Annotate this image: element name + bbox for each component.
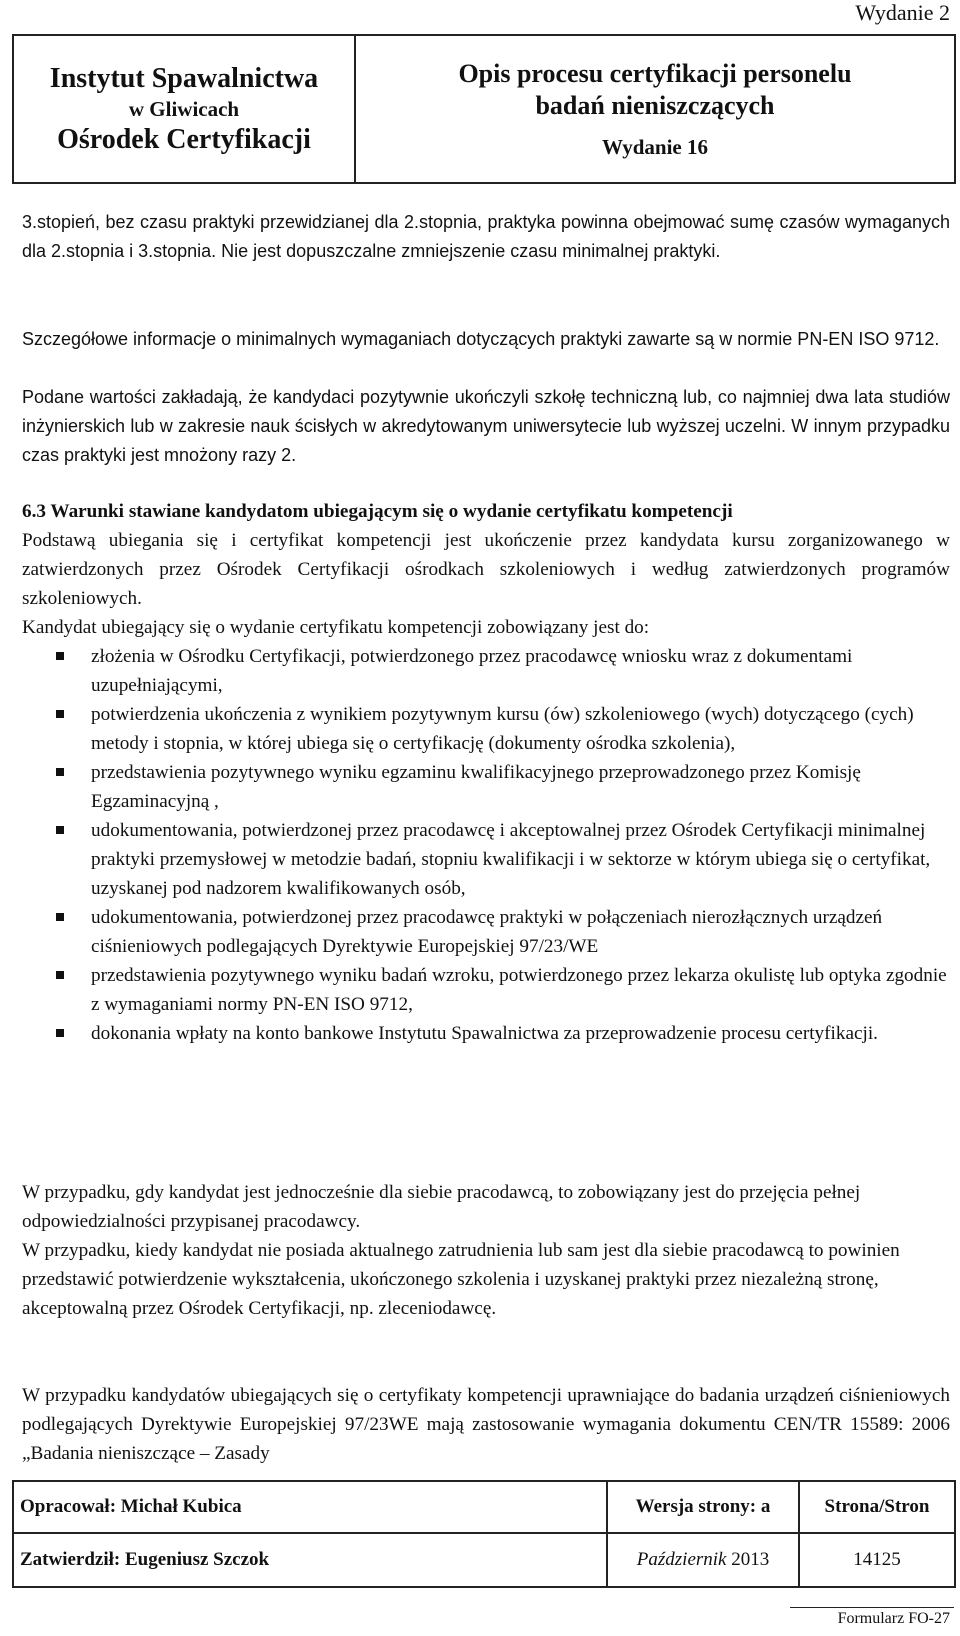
list-item: przedstawienia pozytywnego wyniku egzaminu kwalifikacyjnego przeprowadzonego przez Komisję Egzaminacyjną , [22, 758, 950, 816]
document-title-line1: Opis procesu certyfikacji personelu [458, 58, 852, 88]
list-item: złożenia w Ośrodku Certyfikacji, potwierdzonego przez pracodawcę wniosku wraz z dokumentami uzupełniającymi, [22, 642, 950, 700]
bullet-square-icon [56, 1029, 64, 1037]
org-city: w Gliwicach [128, 96, 240, 121]
document-header [12, 34, 956, 184]
paragraph-details: Szczegółowe informacje o minimalnych wymaganiach dotyczących praktyki zawarte są w normie PN-EN ISO 9712. [22, 329, 940, 349]
title-block [356, 36, 954, 182]
document-edition: Wydanie 16 [602, 134, 708, 159]
bullet-square-icon [56, 971, 64, 979]
document-footer [12, 1480, 956, 1588]
page-label: Strona/Stron [800, 1482, 954, 1534]
page-value: 14125 [853, 1549, 901, 1570]
paragraph-pressure-devices: W przypadku kandydatów ubiegających się o certyfikaty kompetencji uprawniające do badania urządzeń ciśnieniowych podlegających Dyrektywie Europejskiej 97/23WE mają zastosowanie wymagania dokumentu CEN/TR 15589: 2006 „Badania nieniszczące – Zasady [22, 1385, 950, 1464]
list-item: potwierdzenia ukończenia z wynikiem pozytywnym kursu (ów) szkoleniowego (wych) dotyczącego (cych) metody i stopnia, w której ubiega się o certyfikację (dokumenty ośrodka szkolenia), [22, 700, 950, 758]
version-label: Wersja strony: a [608, 1482, 800, 1534]
bullet-square-icon [56, 710, 64, 718]
bullet-square-icon [56, 652, 64, 660]
list-item: udokumentowania, potwierdzonej przez pracodawcę praktyki w połączeniach nierozłącznych urządzeń ciśnieniowych podlegających Dyrektywie Europejskiej 97/23/WE [22, 903, 950, 961]
bullet-square-icon [56, 768, 64, 776]
date-year: 2013 [731, 1549, 770, 1570]
organization-block [14, 36, 356, 182]
obligations-list [22, 642, 950, 1048]
list-item: przedstawienia pozytywnego wyniku badań wzroku, potwierdzonego przez lekarza okulistę lub optyka zgodnie z wymaganiami normy PN-EN ISO 9712, [22, 961, 950, 1019]
edition-top: Wydanie 2 [855, 0, 950, 25]
paragraph-self-employer: W przypadku, gdy kandydat jest jednocześnie dla siebie pracodawcą, to zobowiązany jest do przejęcia pełnej odpowiedzialności przypisanej pracodawcy. [22, 1182, 861, 1232]
form-divider [790, 1607, 954, 1608]
version-date [608, 1534, 800, 1586]
date-month: Październik [636, 1549, 727, 1570]
paragraph-basis: Podstawą ubiegania się i certyfikat kompetencji jest ukończenie przez kandydata kursu zorganizowanego w zatwierdzonych przez Ośrodek Certyfikacji ośrodkach szkoleniowych i według zatwierdzonych programów szkoleniowych. [22, 530, 950, 609]
org-unit: Ośrodek Certyfikacji [57, 123, 311, 155]
prepared-by: Opracował: Michał Kubica [14, 1482, 608, 1534]
bullet-square-icon [56, 913, 64, 921]
paragraph-assumptions: Podane wartości zakładają, że kandydaci pozytywnie ukończyli szkołę techniczną lub, co najmniej dwa lata studiów inżynierskich lub w zakresie nauk ścisłych w akredytowanym uniwersytecie lub wyższej uczelni. W innym przypadku czas praktyki jest mnożony razy 2. [22, 387, 950, 465]
section-6-3 [22, 497, 950, 1048]
list-item: udokumentowania, potwierdzonej przez pracodawcę i akceptowalnej przez Ośrodek Certyfikacji minimalnej praktyki przemysłowej w metodzie badań, stopniu kwalifikacji i w sektorze w którym ubiega się o certyfikat, uzyskanej pod nadzorem kwalifikowanych osób, [22, 816, 950, 903]
org-name: Instytut Spawalnictwa [49, 62, 319, 94]
list-item: dokonania wpłaty na konto bankowe Instytutu Spawalnictwa za przeprowadzenie procesu certyfikacji. [22, 1019, 950, 1048]
paragraph-obligations-intro: Kandydat ubiegający się o wydanie certyfikatu kompetencji zobowiązany jest do: [22, 617, 650, 638]
approved-by: Zatwierdził: Eugeniusz Szczok [14, 1534, 608, 1586]
document-title-line2: badań nieniszczących [535, 90, 775, 120]
form-id: Formularz FO-27 [837, 1610, 950, 1627]
section-title: 6.3 Warunki stawiane kandydatom ubiegającym się o wydanie certyfikatu kompetencji [22, 501, 733, 522]
bullet-square-icon [56, 826, 64, 834]
paragraph-no-employment: W przypadku, kiedy kandydat nie posiada aktualnego zatrudnienia lub sam jest dla siebie pracodawcą to powinien przedstawić potwierdzenie wykształcenia, ukończonego szkolenia i uzyskanej praktyki przez niezależną stronę, akceptowalną przez Ośrodek Certyfikacji, np. zleceniodawcę. [22, 1240, 900, 1319]
paragraph-practice-sum: 3.stopień, bez czasu praktyki przewidzianej dla 2.stopnia, praktyka powinna obejmować sumę czasów wymaganych dla 2.stopnia i 3.stopnia. Nie jest dopuszczalne zmniejszenie czasu minimalnej praktyki. [22, 212, 950, 261]
